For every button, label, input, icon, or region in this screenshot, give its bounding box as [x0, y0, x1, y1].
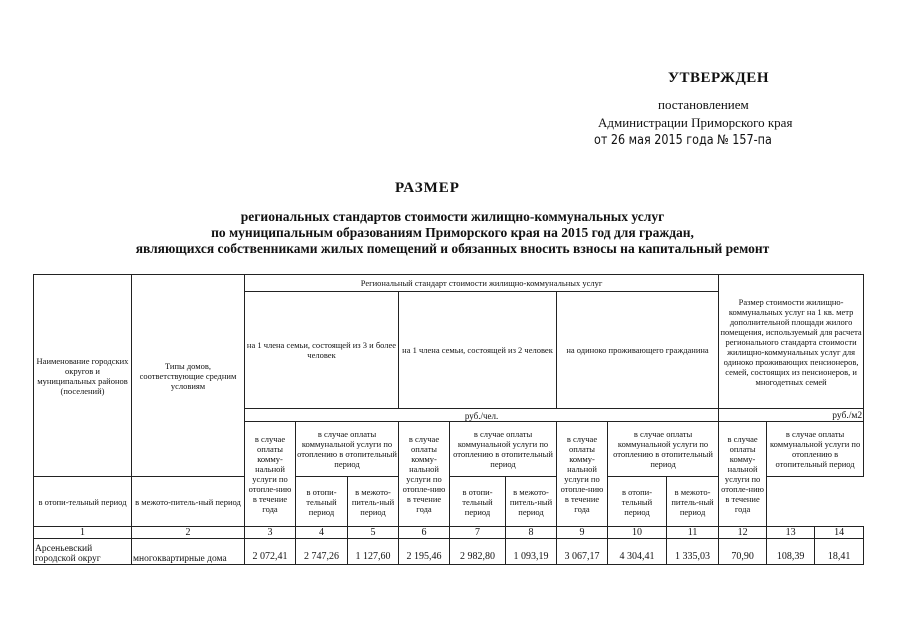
row-value: 2 747,26 [296, 539, 348, 565]
row-value: 2 982,80 [450, 539, 506, 565]
approval-date: от 26 мая 2015 года № 157-па [594, 133, 772, 148]
row-value: 18,41 [815, 539, 864, 565]
title-line-1: региональных стандартов стоимости жилищно-коммунальных услуг [240, 209, 665, 224]
title-subtitle [0, 209, 905, 257]
col-number: 11 [667, 527, 719, 539]
title-line-3: являющихся собственниками жилых помещений и обязанных вносить взносы на капитальный ремонт [135, 241, 770, 256]
header-fam2: на 1 члена семьи, состоящей из 2 человек [399, 292, 557, 409]
header-extra: Размер стоимости жилищно-коммунальных услуг на 1 кв. метр дополнительной площади жилого помещения, используемый для расчета регионального стандарта стоимости жилищно-коммунальных услуг для одиноко проживающих пенсионеров, семей, состоящих из пенсионеров, и многодетных семей [719, 275, 864, 409]
col-number: 8 [506, 527, 557, 539]
col-number: 6 [399, 527, 450, 539]
col-number: 4 [296, 527, 348, 539]
case-heat-1: в случае оплаты коммунальной услуги по отоплению в отопительный период [608, 422, 719, 477]
row-value: 70,90 [719, 539, 767, 565]
inter-period-3: в межото-питель-ный период [132, 477, 245, 527]
approval-block [0, 0, 905, 160]
approval-heading: УТВЕРЖДЕН [668, 70, 769, 86]
inter-period-1: в межото-питель-ный период [506, 477, 557, 527]
row-value: 3 067,17 [557, 539, 608, 565]
header-type: Типы домов, соответствующие средним условиям [132, 275, 245, 477]
heat-period-1: в отопи-тельный период [450, 477, 506, 527]
approval-authority: Администрации Приморского края [598, 115, 793, 130]
header-row-1 [34, 275, 864, 292]
case-heat-2: в случае оплаты коммунальной услуги по отоплению в отопительный период [450, 422, 557, 477]
case-heat-extra: в случае оплаты коммунальной услуги по отоплению в отопительный период [767, 422, 864, 477]
col-number: 14 [815, 527, 864, 539]
col-number: 1 [34, 527, 132, 539]
col-number: 3 [245, 527, 296, 539]
col-number: 7 [450, 527, 506, 539]
case-year-2: в случае оплаты комму-нальной услуги по отопле-нию в течение года [399, 422, 450, 527]
col-number: 12 [719, 527, 767, 539]
row-name: Арсеньевский городской округ [34, 539, 132, 565]
row-value: 4 304,41 [608, 539, 667, 565]
column-number-row [34, 527, 864, 539]
inter-period-extra: в межото-питель-ный период [667, 477, 719, 527]
standards-table [33, 274, 864, 565]
col-number: 13 [767, 527, 815, 539]
row-value: 1 127,60 [348, 539, 399, 565]
table-row [34, 539, 864, 565]
unit-m2: руб./м2 [719, 409, 864, 422]
heat-period-extra: в отопи-тельный период [608, 477, 667, 527]
heat-period-3: в отопи-тельный период [34, 477, 132, 527]
document-title [0, 180, 905, 257]
unit-person: руб./чел. [245, 409, 719, 422]
case-year-1: в случае оплаты комму-нальной услуги по отопле-нию в течение года [557, 422, 608, 527]
row-value: 108,39 [767, 539, 815, 565]
col-number: 2 [132, 527, 245, 539]
title-heading: РАЗМЕР [395, 180, 460, 196]
title-line-2: по муниципальным образованиям Приморского края на 2015 год для граждан, [211, 225, 694, 240]
header-fam3: на 1 члена семьи, состоящей из 3 и более человек [245, 292, 399, 409]
row-value: 2 195,46 [399, 539, 450, 565]
row-type: многоквартирные дома [132, 539, 245, 565]
row-value: 1 335,03 [667, 539, 719, 565]
header-name: Наименование городских округов и муниципальных районов (поселений) [34, 275, 132, 477]
col-number: 10 [608, 527, 667, 539]
header-standard: Региональный стандарт стоимости жилищно-коммунальных услуг [245, 275, 719, 292]
case-year-extra: в случае оплаты комму-нальной услуги по отопле-нию в течение года [719, 422, 767, 527]
col-number: 5 [348, 527, 399, 539]
header-single: на одиноко проживающего гражданина [557, 292, 719, 409]
row-value: 2 072,41 [245, 539, 296, 565]
inter-period-2: в межото-питель-ный период [348, 477, 399, 527]
approval-resolution: постановлением [658, 97, 749, 112]
row-value: 1 093,19 [506, 539, 557, 565]
col-number: 9 [557, 527, 608, 539]
heat-period-2: в отопи-тельный период [296, 477, 348, 527]
case-year-3: в случае оплаты комму-нальной услуги по отопле-нию в течение года [245, 422, 296, 527]
case-heat-3: в случае оплаты коммунальной услуги по отоплению в отопительный период [296, 422, 399, 477]
